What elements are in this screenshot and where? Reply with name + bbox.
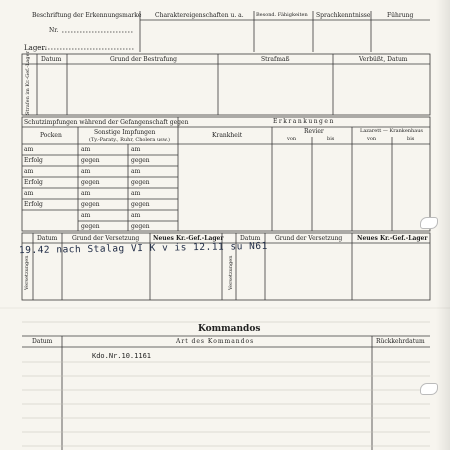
beschriftung-label: Beschriftung der Erkennungsmarke — [32, 12, 142, 19]
kommando-datum-header: Datum — [32, 338, 53, 345]
erkrankungen-title: Erkrankungen — [273, 118, 335, 125]
impfung-cell: gegen — [81, 201, 100, 208]
kommando-entry: Kdo.Nr.10.1161 — [92, 352, 152, 360]
revier-bis: bis — [327, 136, 335, 142]
pocken-cell: am — [24, 146, 34, 153]
verbuesst-header: Verbüßt, Datum — [359, 56, 408, 63]
pocken-cell: am — [24, 190, 34, 197]
neues-lager-header: Neues Kr.-Gef.-Lager — [153, 235, 224, 242]
versetzung-datum-header-2: Datum — [240, 235, 261, 242]
faehigkeiten-header: Besond. Fähigkeiten — [256, 12, 308, 18]
impfung-cell: am — [131, 212, 141, 219]
paper-edge-shadow — [436, 0, 450, 450]
strafen-side-label: Strafen im Kr.-Gef.-Lager — [25, 51, 31, 115]
lazarett-bis: bis — [407, 136, 415, 142]
impfung-cell: gegen — [81, 179, 100, 186]
impfung-cell: am — [81, 168, 91, 175]
versetzungen-side-label-2: Versetzungen — [228, 255, 234, 290]
lazarett-header: Lazarett — Krankenhaus — [360, 128, 423, 134]
krankheit-header: Krankheit — [212, 132, 243, 139]
pocken-cell: am — [24, 168, 34, 175]
pocken-cell: Erfolg — [24, 157, 43, 164]
impfung-cell: gegen — [131, 223, 150, 230]
impfung-cell: gegen — [81, 223, 100, 230]
impfung-cell: am — [131, 168, 141, 175]
impfung-cell: am — [81, 190, 91, 197]
art-header: Art des Kommandos — [176, 338, 255, 345]
versetzung-grund-header: Grund der Versetzung — [72, 235, 140, 242]
revier-header: Revier — [304, 128, 324, 135]
impfungen-title: Schutzimpfungen während der Gefangenschaft gegen — [24, 119, 189, 126]
kommandos-title: Kommandos — [198, 324, 261, 334]
impfung-cell: am — [81, 212, 91, 219]
sonstige-header: Sonstige Impfungen — [94, 129, 156, 136]
impfung-cell: am — [131, 146, 141, 153]
transfer-stamp: 19.42 nach Stalag VI K v is 12.11 su N61 — [18, 240, 268, 257]
impfung-cell: gegen — [131, 179, 150, 186]
impfung-cell: gegen — [81, 157, 100, 164]
pocken-header: Pocken — [40, 132, 62, 139]
impfung-cell: am — [131, 190, 141, 197]
rueckkehr-header: Rückkehrdatum — [376, 338, 425, 345]
lazarett-von: von — [367, 136, 377, 142]
strafmass-header: Strafmaß — [261, 56, 290, 63]
versetzung-datum-header: Datum — [37, 235, 58, 242]
neues-lager-header-2: Neues Kr.-Gef.-Lager — [357, 235, 428, 242]
fuehrung-header: Führung — [387, 12, 414, 19]
strafen-datum-header: Datum — [41, 56, 62, 63]
sprachkenntnisse-header: Sprachkenntnisse — [316, 12, 371, 19]
nr-label: Nr. — [49, 27, 59, 34]
impfung-cell: gegen — [131, 157, 150, 164]
pocken-cell: Erfolg — [24, 201, 43, 208]
versetzung-grund-header-2: Grund der Versetzung — [275, 235, 343, 242]
lager-label: Lager: — [24, 44, 48, 52]
sonstige-subheader: (Ty.-Paraty., Ruhr, Cholera usw.) — [89, 137, 170, 143]
impfung-cell: am — [81, 146, 91, 153]
pocken-cell: Erfolg — [24, 179, 43, 186]
revier-von: von — [287, 136, 297, 142]
impfung-cell: gegen — [131, 201, 150, 208]
charakter-header: Charaktereigenschaften u. a. — [155, 12, 244, 19]
versetzungen-side-label: Versetzungen — [24, 255, 30, 290]
strafen-grund-header: Grund der Bestrafung — [110, 56, 177, 63]
